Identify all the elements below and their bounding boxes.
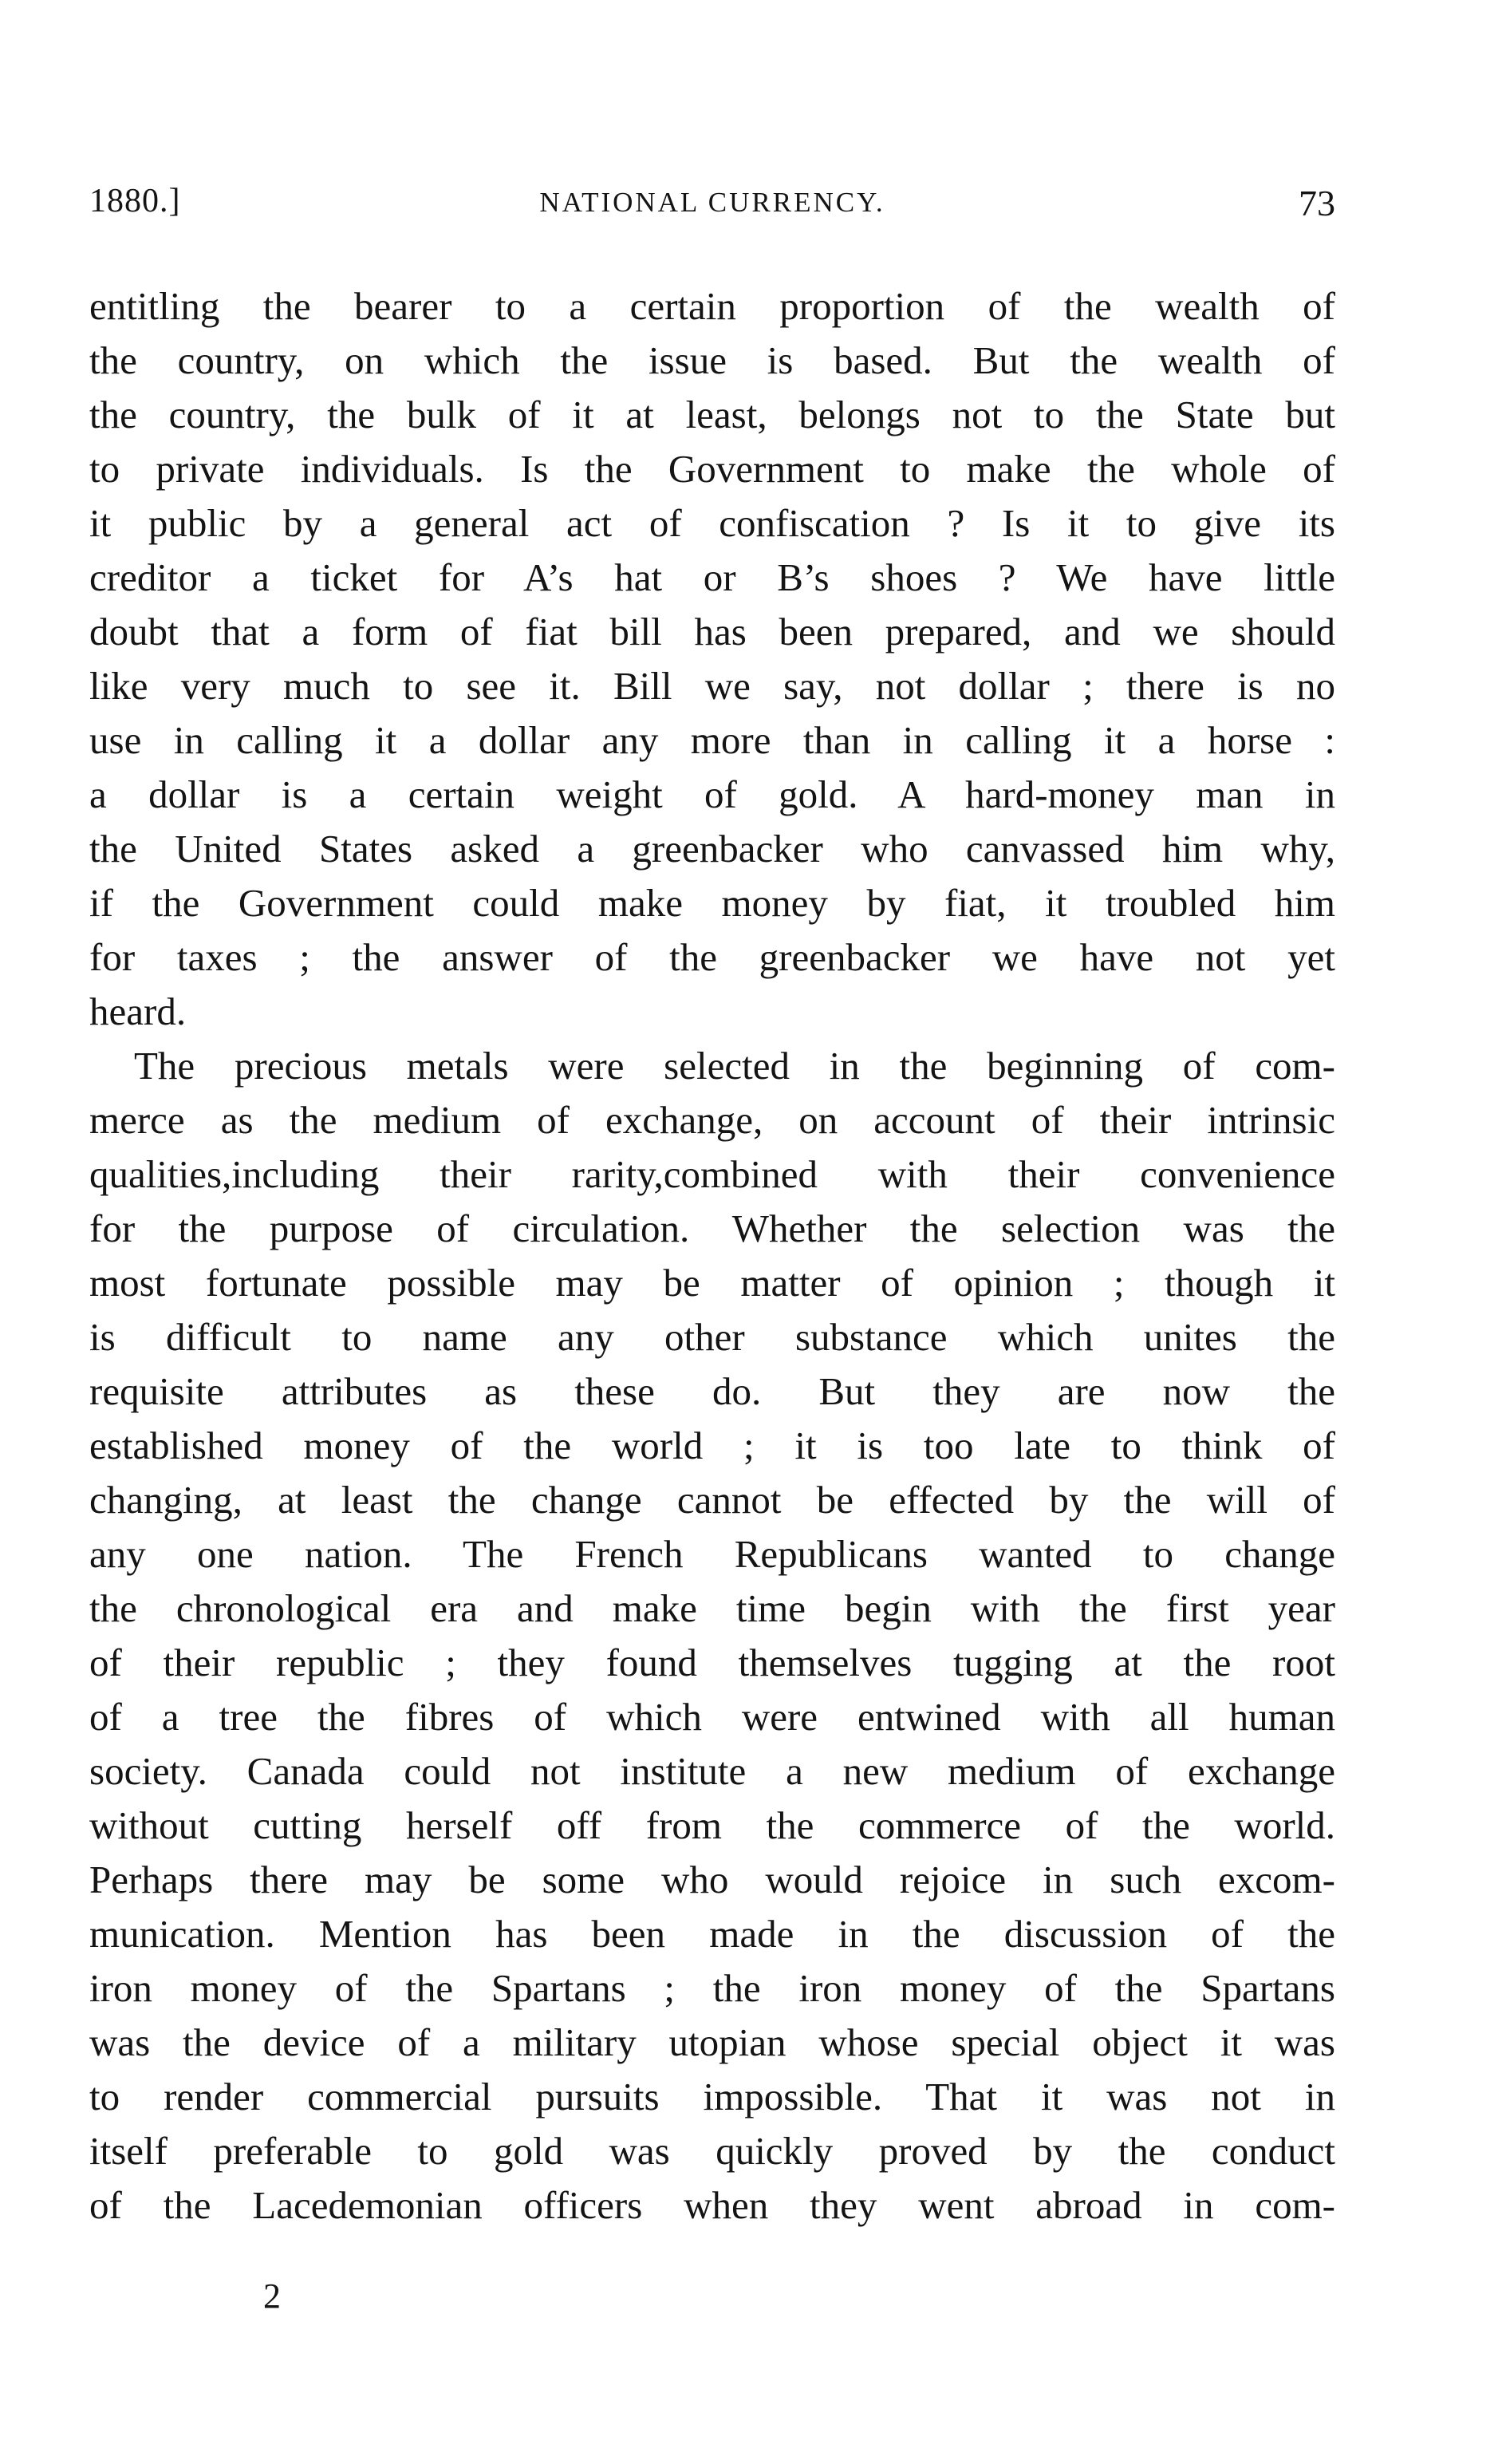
- text-line: the country, on which the issue is based. But the wealth of: [89, 338, 1335, 382]
- text-line: munication. Mention has been made in the discussion of the: [89, 1912, 1335, 1956]
- text-line: society. Canada could not institute a new medium of exchange: [89, 1749, 1335, 1793]
- text-line: a dollar is a certain weight of gold. A hard-money man in: [89, 772, 1335, 816]
- running-head: [89, 182, 1335, 233]
- text-line: is difficult to name any other substance which unites the: [89, 1315, 1335, 1359]
- text-line: qualities,including their rarity,combined with their convenience: [89, 1152, 1335, 1196]
- text-line: established money of the world ; it is too late to think of: [89, 1424, 1335, 1467]
- text-line: to private individuals. Is the Government to make the whole of: [89, 447, 1335, 491]
- text-line: for the purpose of circulation. Whether the selection was the: [89, 1206, 1335, 1250]
- text-line: itself preferable to gold was quickly proved by the conduct: [89, 2129, 1335, 2173]
- text-line: iron money of the Spartans ; the iron money of the Spartans: [89, 1966, 1335, 2010]
- text-line: to render commercial pursuits impossible. That it was not in: [89, 2075, 1335, 2118]
- text-line: of a tree the fibres of which were entwined with all human: [89, 1695, 1335, 1739]
- running-head-year: 1880.]: [89, 183, 181, 219]
- paragraph-1: [89, 279, 1335, 1039]
- text-line: the country, the bulk of it at least, belongs not to the State but: [89, 393, 1335, 436]
- text-line: creditor a ticket for A’s hat or B’s shoes ? We have little: [89, 555, 1335, 599]
- text-line: it public by a general act of confiscation ? Is it to give its: [89, 501, 1335, 545]
- text-line: was the device of a military utopian whose special object it was: [89, 2020, 1335, 2064]
- signature-mark: 2: [263, 2276, 281, 2316]
- text-line: changing, at least the change cannot be effected by the will of: [89, 1478, 1335, 1522]
- text-line: use in calling it a dollar any more than in calling it a horse :: [89, 718, 1335, 762]
- text-line: the United States asked a greenbacker who canvassed him why,: [89, 827, 1335, 871]
- text-line: if the Government could make money by fiat, it troubled him: [89, 881, 1335, 925]
- text-line: most fortunate possible may be matter of opinion ; though it: [89, 1261, 1335, 1305]
- text-line: any one nation. The French Republicans wanted to change: [89, 1532, 1335, 1576]
- running-head-title: NATIONAL CURRENCY.: [539, 187, 885, 218]
- page-number: 73: [1299, 183, 1335, 223]
- text-line: like very much to see it. Bill we say, not dollar ; there is no: [89, 664, 1335, 708]
- text-line: of their republic ; they found themselves tugging at the root: [89, 1641, 1335, 1684]
- text-line: without cutting herself off from the commerce of the world.: [89, 1803, 1335, 1847]
- text-line: requisite attributes as these do. But they are now the: [89, 1369, 1335, 1413]
- text-line: for taxes ; the answer of the greenbacker we have not yet: [89, 935, 1335, 979]
- text-line: doubt that a form of fiat bill has been prepared, and we should: [89, 610, 1335, 654]
- text-line: The precious metals were selected in the beginning of com-: [134, 1044, 1335, 1088]
- text-line: merce as the medium of exchange, on account of their intrinsic: [89, 1098, 1335, 1142]
- text-line: heard.: [89, 989, 187, 1033]
- text-line: the chronological era and make time begin with the first year: [89, 1586, 1335, 1630]
- text-line: Perhaps there may be some who would rejoice in such excom-: [89, 1858, 1335, 1901]
- text-line: entitling the bearer to a certain proportion of the wealth of: [89, 284, 1335, 328]
- body-text: [89, 279, 1335, 2233]
- text-line: of the Lacedemonian officers when they went abroad in com-: [89, 2183, 1335, 2227]
- paragraph-2: [89, 1039, 1335, 2233]
